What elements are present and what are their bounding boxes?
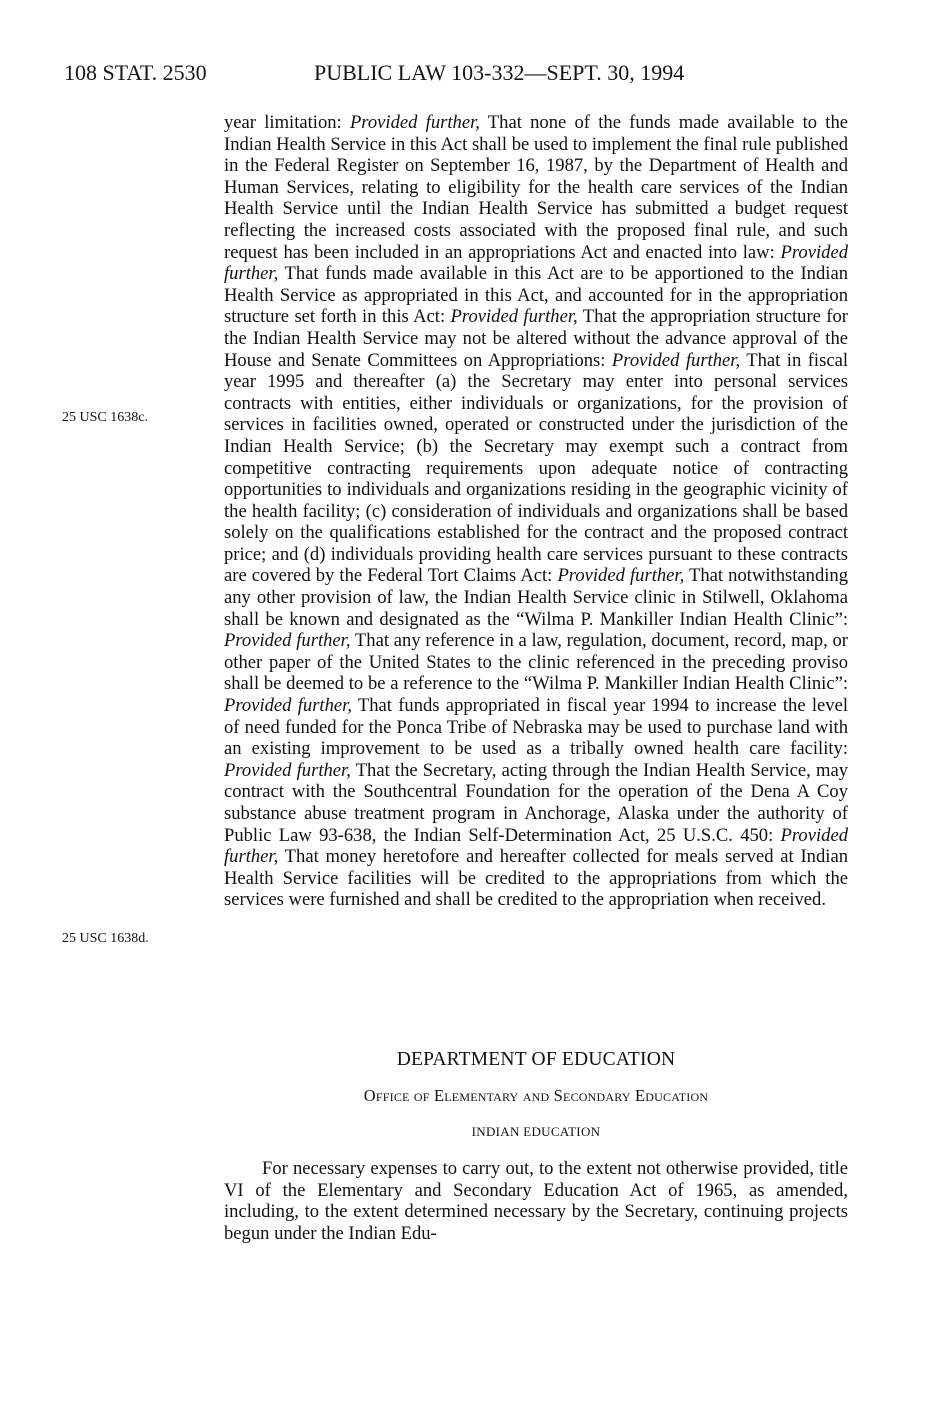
paragraph-indian-education: For necessary expenses to carry out, to the extent not otherwise provided, title VI of the Elementary and Secondary Education Act of 1965, as amended, including, to the extent determined necessary by the Secretary, continuing projects begun under the Indian Edu- (224, 1158, 848, 1244)
statute-page-number: 108 STAT. 2530 (64, 60, 207, 85)
margin-note-usc-1638c: 25 USC 1638c. (62, 410, 148, 425)
body-text (224, 112, 848, 911)
body-text-education (224, 1158, 848, 1244)
indian-education-subheading: INDIAN EDUCATION (471, 1124, 601, 1139)
proviso-label: Provided further, (557, 565, 685, 587)
margin-note-usc-1638d: 25 USC 1638d. (62, 931, 149, 946)
proviso-label: Provided further, (224, 759, 351, 781)
paragraph-indian-health-service: year limitation: Provided further, That none of the funds made available to the Indian Health Service in this Act shall be used to implement the final rule published in the Federal Register on September 16, 1987, by the Department of Health and Human Services, relating to eligibility for the health care services of the Indian Health Service until the Indian Health Service has submitted a budget request reflecting the increased costs associated with the proposed final rule, and such request has been included in an appropriations Act and enacted into law: Provided further, That funds made available in this Act are to be apportioned to the Indian Health Service as appropriated in this Act, and accounted for in the appropriation structure set forth in this Act: Provided further, That the appropriation structure for the Indian Health Service may not be altered without the advance approval of the House and Senate Committees on Appropriations: Provided further, That in fiscal year 1995 and thereafter (a) the Secretary may enter into personal services contracts with entities, either individuals or organizations, for the provision of services in facilities owned, operated or constructed under the jurisdiction of the Indian Health Service; (b) the Secretary may exempt such a contract from competitive contracting requirements upon adequate notice of contracting opportunities to individuals and organizations residing in the geographic vicinity of the health facility; (c) consideration of individuals and organizations shall be based solely on the qualifications established for the contract and the proposed contract price; and (d) individuals providing health care services pursuant to these contracts are covered by the Federal Tort Claims Act: Provided further, That notwithstanding any other provision of law, the Indian Health Service clinic in Stilwell, Oklahoma shall be known and designated as the “Wilma P. Mankiller Indian Health Clinic”: Provided further, That any reference in a law, regulation, document, record, map, or other paper of the United States to the clinic referenced in the preceding proviso shall be deemed to be a reference to the “Wilma P. Mankiller Indian Health Clinic”: Provided further, That funds appropriated in fiscal year 1994 to increase the level of need funded for the Ponca Tribe of Nebraska may be used to purchase land with an existing improvement to be used as a tribally owned health care facility: Provided further, That the Secretary, acting through the Indian Health Service, may contract with the Southcentral Foundation for the operation of the Dena A Coy substance abuse treatment program in Anchorage, Alaska under the authority of Public Law 93-638, the Indian Self-Determination Act, 25 U.S.C. 450: Provided further, That money heretofore and hereafter collected for meals served at Indian Health Service facilities will be credited to the appropriations from which the services were furnished and shall be credited to the appropriation when received. (224, 112, 849, 911)
proviso-label: Provided further, (611, 349, 741, 371)
public-law-title: PUBLIC LAW 103-332—SEPT. 30, 1994 (314, 60, 685, 85)
proviso-label: Provided further, (349, 112, 480, 133)
department-heading: DEPARTMENT OF EDUCATION (396, 1049, 676, 1070)
proviso-label: Provided further, (224, 630, 351, 652)
proviso-label: Provided further, (224, 695, 352, 717)
office-heading: Office of Elementary and Secondary Education (363, 1086, 709, 1105)
proviso-label: Provided further, (224, 824, 848, 868)
proviso-label: Provided further, (450, 306, 578, 328)
proviso-label: Provided further, (224, 241, 848, 285)
